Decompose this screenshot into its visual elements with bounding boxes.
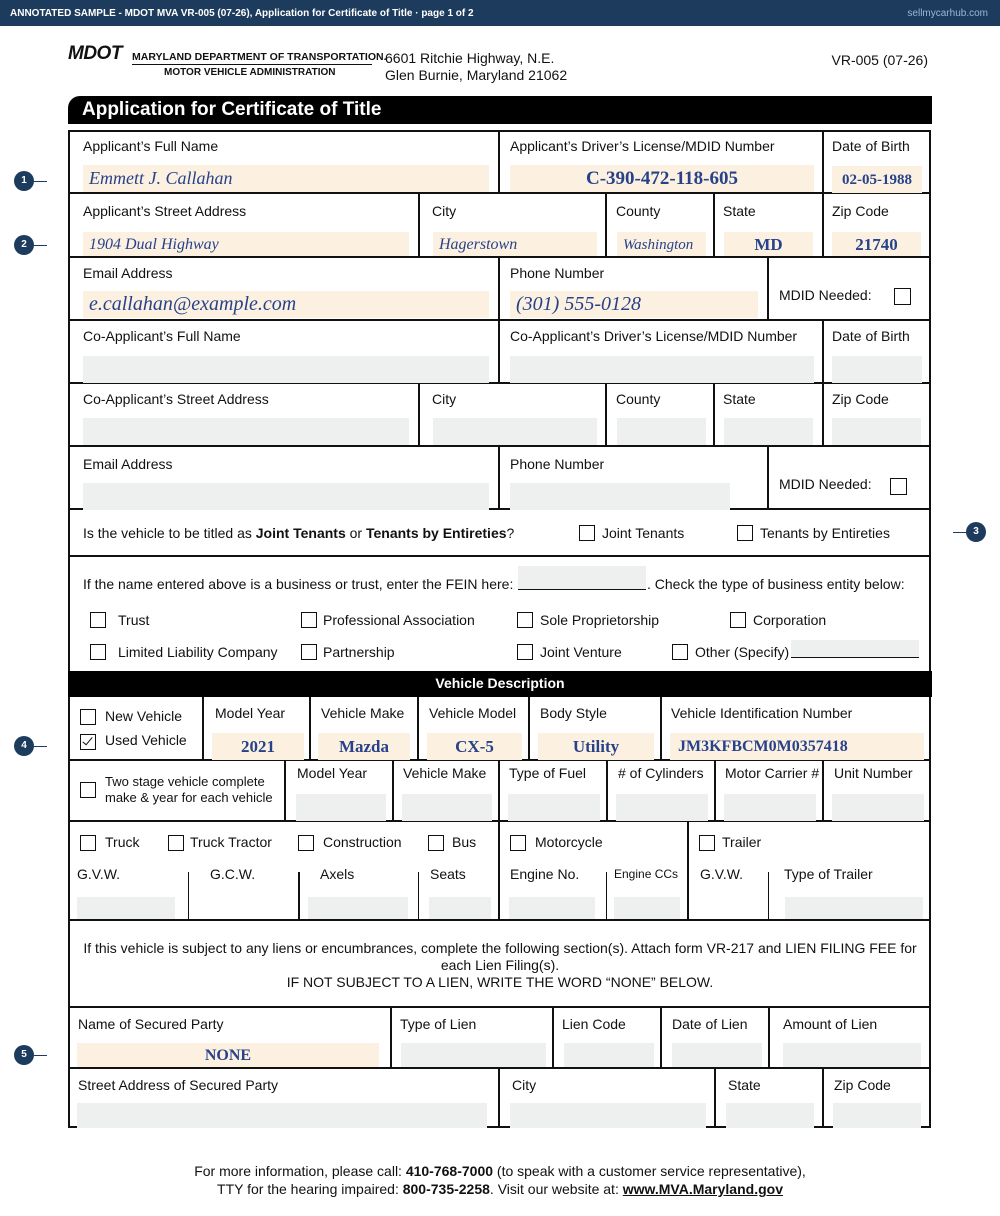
coapplicant-county-field[interactable] [617,418,706,445]
coapplicant-dob-label: Date of Birth [832,328,910,344]
trust-checkbox[interactable] [90,612,106,628]
applicant-street-label: Applicant’s Street Address [83,203,247,219]
vehicle-make-label: Vehicle Make [321,705,405,721]
coapplicant-street-field[interactable] [83,418,409,445]
lien-notice-line-3: IF NOT SUBJECT TO A LIEN, WRITE THE WORD “NONE” BELOW. [286,974,714,990]
applicant-license-field[interactable]: C-390-472-118-605 [510,165,814,192]
applicant-license-label: Applicant’s Driver’s License/MDID Number [510,138,775,154]
applicant-mdid-label: MDID Needed: [779,287,872,303]
vehicle-model-label: Vehicle Model [429,705,517,721]
lien-notice [70,940,930,991]
bus-label: Bus [452,834,477,850]
joint-question-bold-2: Tenants by Entireties [365,525,507,541]
trailer-type-label: Type of Trailer [784,866,873,882]
annotation-marker-2[interactable]: 2 [14,235,34,255]
other-specify-field[interactable] [791,640,919,658]
coapplicant-state-field[interactable] [724,418,813,445]
mdot-logo [68,43,387,84]
logo-divider [132,64,372,65]
address-line-1: 6601 Ritchie Highway, N.E. [385,50,555,66]
secured-party-street-field[interactable] [77,1103,487,1128]
axels-label: Axels [320,866,355,882]
form-number: VR-005 (07-26) [831,52,928,68]
secured-party-state-field[interactable] [726,1103,814,1128]
professional-association-checkbox[interactable] [301,612,317,628]
fein-field[interactable] [518,566,646,590]
sole-proprietorship-label: Sole Proprietorship [540,612,660,628]
two-stage-year-label: Model Year [297,765,368,781]
joint-venture-label: Joint Venture [540,644,622,660]
joint-question [83,525,514,541]
applicant-mdid-checkbox[interactable] [894,288,911,305]
two-stage-make-field[interactable] [402,794,492,821]
model-year-field[interactable]: 2021 [212,733,304,760]
coapplicant-phone-field[interactable] [510,483,730,510]
coapplicant-license-field[interactable] [510,356,814,383]
applicant-phone-field[interactable]: (301) 555-0128 [510,291,758,318]
fein-prompt: If the name entered above is a business or trust, enter the FEIN here: [83,576,514,592]
address-line-2: Glen Burnie, Maryland 21062 [385,67,568,83]
motor-carrier-field[interactable] [724,794,816,821]
lien-type-label: Type of Lien [400,1016,477,1032]
cylinders-label: # of Cylinders [618,765,704,781]
agency-address [385,50,567,84]
vehicle-section-header: Vehicle Description [68,671,932,697]
gvw-label: G.V.W. [77,866,121,882]
partnership-checkbox[interactable] [301,644,317,660]
footer-website-link[interactable]: www.MVA.Maryland.gov [622,1181,783,1197]
applicant-county-field[interactable]: Washington [617,232,706,256]
cylinders-field[interactable] [616,794,708,821]
joint-tenants-label: Joint Tenants [602,525,685,541]
coapplicant-zip-label: Zip Code [832,391,889,407]
tenants-entireties-checkbox[interactable] [737,525,753,541]
llc-label: Limited Liability Company [118,644,278,660]
trailer-gvw-label: G.V.W. [700,866,744,882]
coapplicant-street-label: Co-Applicant’s Street Address [83,391,269,407]
footer-info-text: For more information, please call: [194,1163,406,1179]
unit-number-field[interactable] [832,794,924,821]
secured-party-zip-field[interactable] [833,1103,921,1128]
secured-party-field[interactable]: NONE [77,1043,379,1067]
construction-label: Construction [323,834,402,850]
engine-cc-field[interactable] [614,897,680,919]
annotation-banner [0,0,1000,26]
coapplicant-mdid-label: MDID Needed: [779,476,872,492]
tenants-entireties-label: Tenants by Entireties [760,525,890,541]
mdot-logo-mark: MDOT [68,43,122,64]
truck-tractor-label: Truck Tractor [190,834,272,850]
vin-label: Vehicle Identification Number [671,705,853,721]
model-year-label: Model Year [215,705,286,721]
footer-info-suffix: (to speak with a customer service representative), [493,1163,806,1179]
professional-association-label: Professional Association [323,612,475,628]
lien-date-label: Date of Lien [672,1016,748,1032]
coapplicant-dob-field[interactable] [832,356,922,383]
coapplicant-email-field[interactable] [83,483,489,510]
coapplicant-zip-field[interactable] [832,418,921,445]
other-label: Other (Specify) [695,644,790,660]
trailer-type-field[interactable] [785,897,923,919]
coapplicant-name-field[interactable] [83,356,489,383]
coapplicant-state-label: State [723,391,756,407]
joint-question-text: Is the vehicle to be titled as [83,525,256,541]
footer-phone: 410-768-7000 [405,1163,494,1179]
lien-notice-line-2: each Lien Filing(s). [440,957,560,973]
applicant-email-label: Email Address [83,265,173,281]
corporation-label: Corporation [753,612,827,628]
lien-date-field[interactable] [672,1043,762,1067]
coapplicant-city-label: City [432,391,457,407]
vehicle-model-field[interactable]: CX-5 [427,733,522,760]
annotation-marker-4[interactable]: 4 [14,736,34,756]
partnership-label: Partnership [323,644,395,660]
seats-field[interactable] [429,897,491,919]
two-stage-label-1: Two stage vehicle complete [105,774,265,789]
truck-tractor-checkbox[interactable] [168,835,184,851]
coapplicant-phone-label: Phone Number [510,456,605,472]
annotation-marker-1[interactable]: 1 [14,171,34,191]
engine-cc-label: Engine CCs [614,867,679,881]
applicant-zip-label: Zip Code [832,203,889,219]
secured-party-street-label: Street Address of Secured Party [78,1077,278,1093]
secured-party-zip-label: Zip Code [834,1077,891,1093]
secured-party-city-label: City [512,1077,537,1093]
bus-checkbox[interactable] [428,835,444,851]
fuel-type-field[interactable] [508,794,600,821]
lien-type-field[interactable] [401,1043,546,1067]
joint-question-bold-1: Joint Tenants [255,525,346,541]
used-vehicle-label: Used Vehicle [105,732,187,748]
coapplicant-name-label: Co-Applicant’s Full Name [83,328,241,344]
annotation-marker-3[interactable]: 3 [966,522,986,542]
form-title: Application for Certificate of Title [68,96,932,124]
lien-code-label: Lien Code [562,1016,626,1032]
body-style-field[interactable]: Utility [538,733,654,760]
two-stage-year-field[interactable] [296,794,386,821]
corporation-checkbox[interactable] [730,612,746,628]
two-stage-make-label: Vehicle Make [403,765,487,781]
coapplicant-mdid-checkbox[interactable] [890,478,907,495]
banner-title: ANNOTATED SAMPLE - MDOT MVA VR-005 (07-26), Application for Certificate of Title · page 1 of 2 [10,8,474,19]
applicant-dob-field[interactable]: 02-05-1988 [832,166,922,193]
annotation-marker-5[interactable]: 5 [14,1045,34,1065]
two-stage-checkbox[interactable] [80,782,96,798]
truck-checkbox[interactable] [80,835,96,851]
lien-code-field[interactable] [564,1043,654,1067]
trailer-label: Trailer [722,834,762,850]
applicant-name-field[interactable]: Emmett J. Callahan [83,165,489,192]
applicant-city-field[interactable]: Hagerstown [433,232,597,256]
two-stage-label-2: make & year for each vehicle [105,790,273,805]
lien-amount-field[interactable] [783,1043,921,1067]
applicant-county-label: County [616,203,661,219]
body-style-label: Body Style [540,705,607,721]
coapplicant-county-label: County [616,391,661,407]
sole-proprietorship-checkbox[interactable] [517,612,533,628]
applicant-city-label: City [432,203,457,219]
trust-label: Trust [118,612,150,628]
secured-party-label: Name of Secured Party [78,1016,224,1032]
gcw-label: G.C.W. [210,866,256,882]
other-checkbox[interactable] [672,644,688,660]
applicant-state-field[interactable]: MD [724,232,813,256]
motorcycle-label: Motorcycle [535,834,603,850]
footer-tty-phone: 800-735-2258 [402,1181,490,1197]
gvw-field[interactable] [77,897,175,919]
applicant-name-label: Applicant’s Full Name [83,138,219,154]
llc-checkbox[interactable] [90,644,106,660]
fein-prompt-end: . Check the type of business entity below: [647,576,905,592]
engine-no-label: Engine No. [510,866,580,882]
truck-label: Truck [105,834,140,850]
applicant-street-field[interactable]: 1904 Dual Highway [83,232,409,256]
new-vehicle-checkbox[interactable] [80,709,96,725]
joint-question-mark: ? [506,525,515,541]
coapplicant-city-field[interactable] [433,418,597,445]
footer-tty-text: TTY for the hearing impaired: [217,1181,403,1197]
lien-amount-label: Amount of Lien [783,1016,878,1032]
coapplicant-license-label: Co-Applicant’s Driver’s License/MDID Number [510,328,798,344]
banner-site-link[interactable]: sellmycarhub.com [907,8,988,19]
applicant-zip-field[interactable]: 21740 [832,232,921,256]
axels-field[interactable] [308,897,408,919]
applicant-phone-label: Phone Number [510,265,605,281]
lien-notice-line-1: If this vehicle is subject to any liens or encumbrances, complete the following section(s). Attach form VR-217 and LIEN FILING FEE for [83,940,917,956]
coapplicant-email-label: Email Address [83,456,173,472]
secured-party-city-field[interactable] [510,1103,706,1128]
vin-field[interactable]: JM3KFBCM0M0357418 [670,733,924,760]
unit-number-label: Unit Number [834,765,913,781]
vehicle-make-field[interactable]: Mazda [318,733,410,760]
footer-website-text: . Visit our website at: [489,1181,623,1197]
joint-question-or: or [345,525,366,541]
motorcycle-checkbox[interactable] [510,835,526,851]
used-vehicle-checkbox[interactable] [80,734,96,750]
trailer-checkbox[interactable] [699,835,715,851]
secured-party-state-label: State [728,1077,761,1093]
applicant-state-label: State [723,203,756,219]
agency-name: MARYLAND DEPARTMENT OF TRANSPORTATION. [132,51,387,63]
motor-carrier-label: Motor Carrier # [725,765,820,781]
applicant-dob-label: Date of Birth [832,138,910,154]
fuel-type-label: Type of Fuel [509,765,587,781]
agency-subname: MOTOR VEHICLE ADMINISTRATION [164,67,336,78]
construction-checkbox[interactable] [298,835,314,851]
seats-label: Seats [430,866,466,882]
joint-venture-checkbox[interactable] [517,644,533,660]
new-vehicle-label: New Vehicle [105,708,183,724]
joint-tenants-checkbox[interactable] [579,525,595,541]
footer-contact [0,1162,1000,1198]
applicant-email-field[interactable]: e.callahan@example.com [83,291,489,318]
engine-no-field[interactable] [509,897,595,919]
